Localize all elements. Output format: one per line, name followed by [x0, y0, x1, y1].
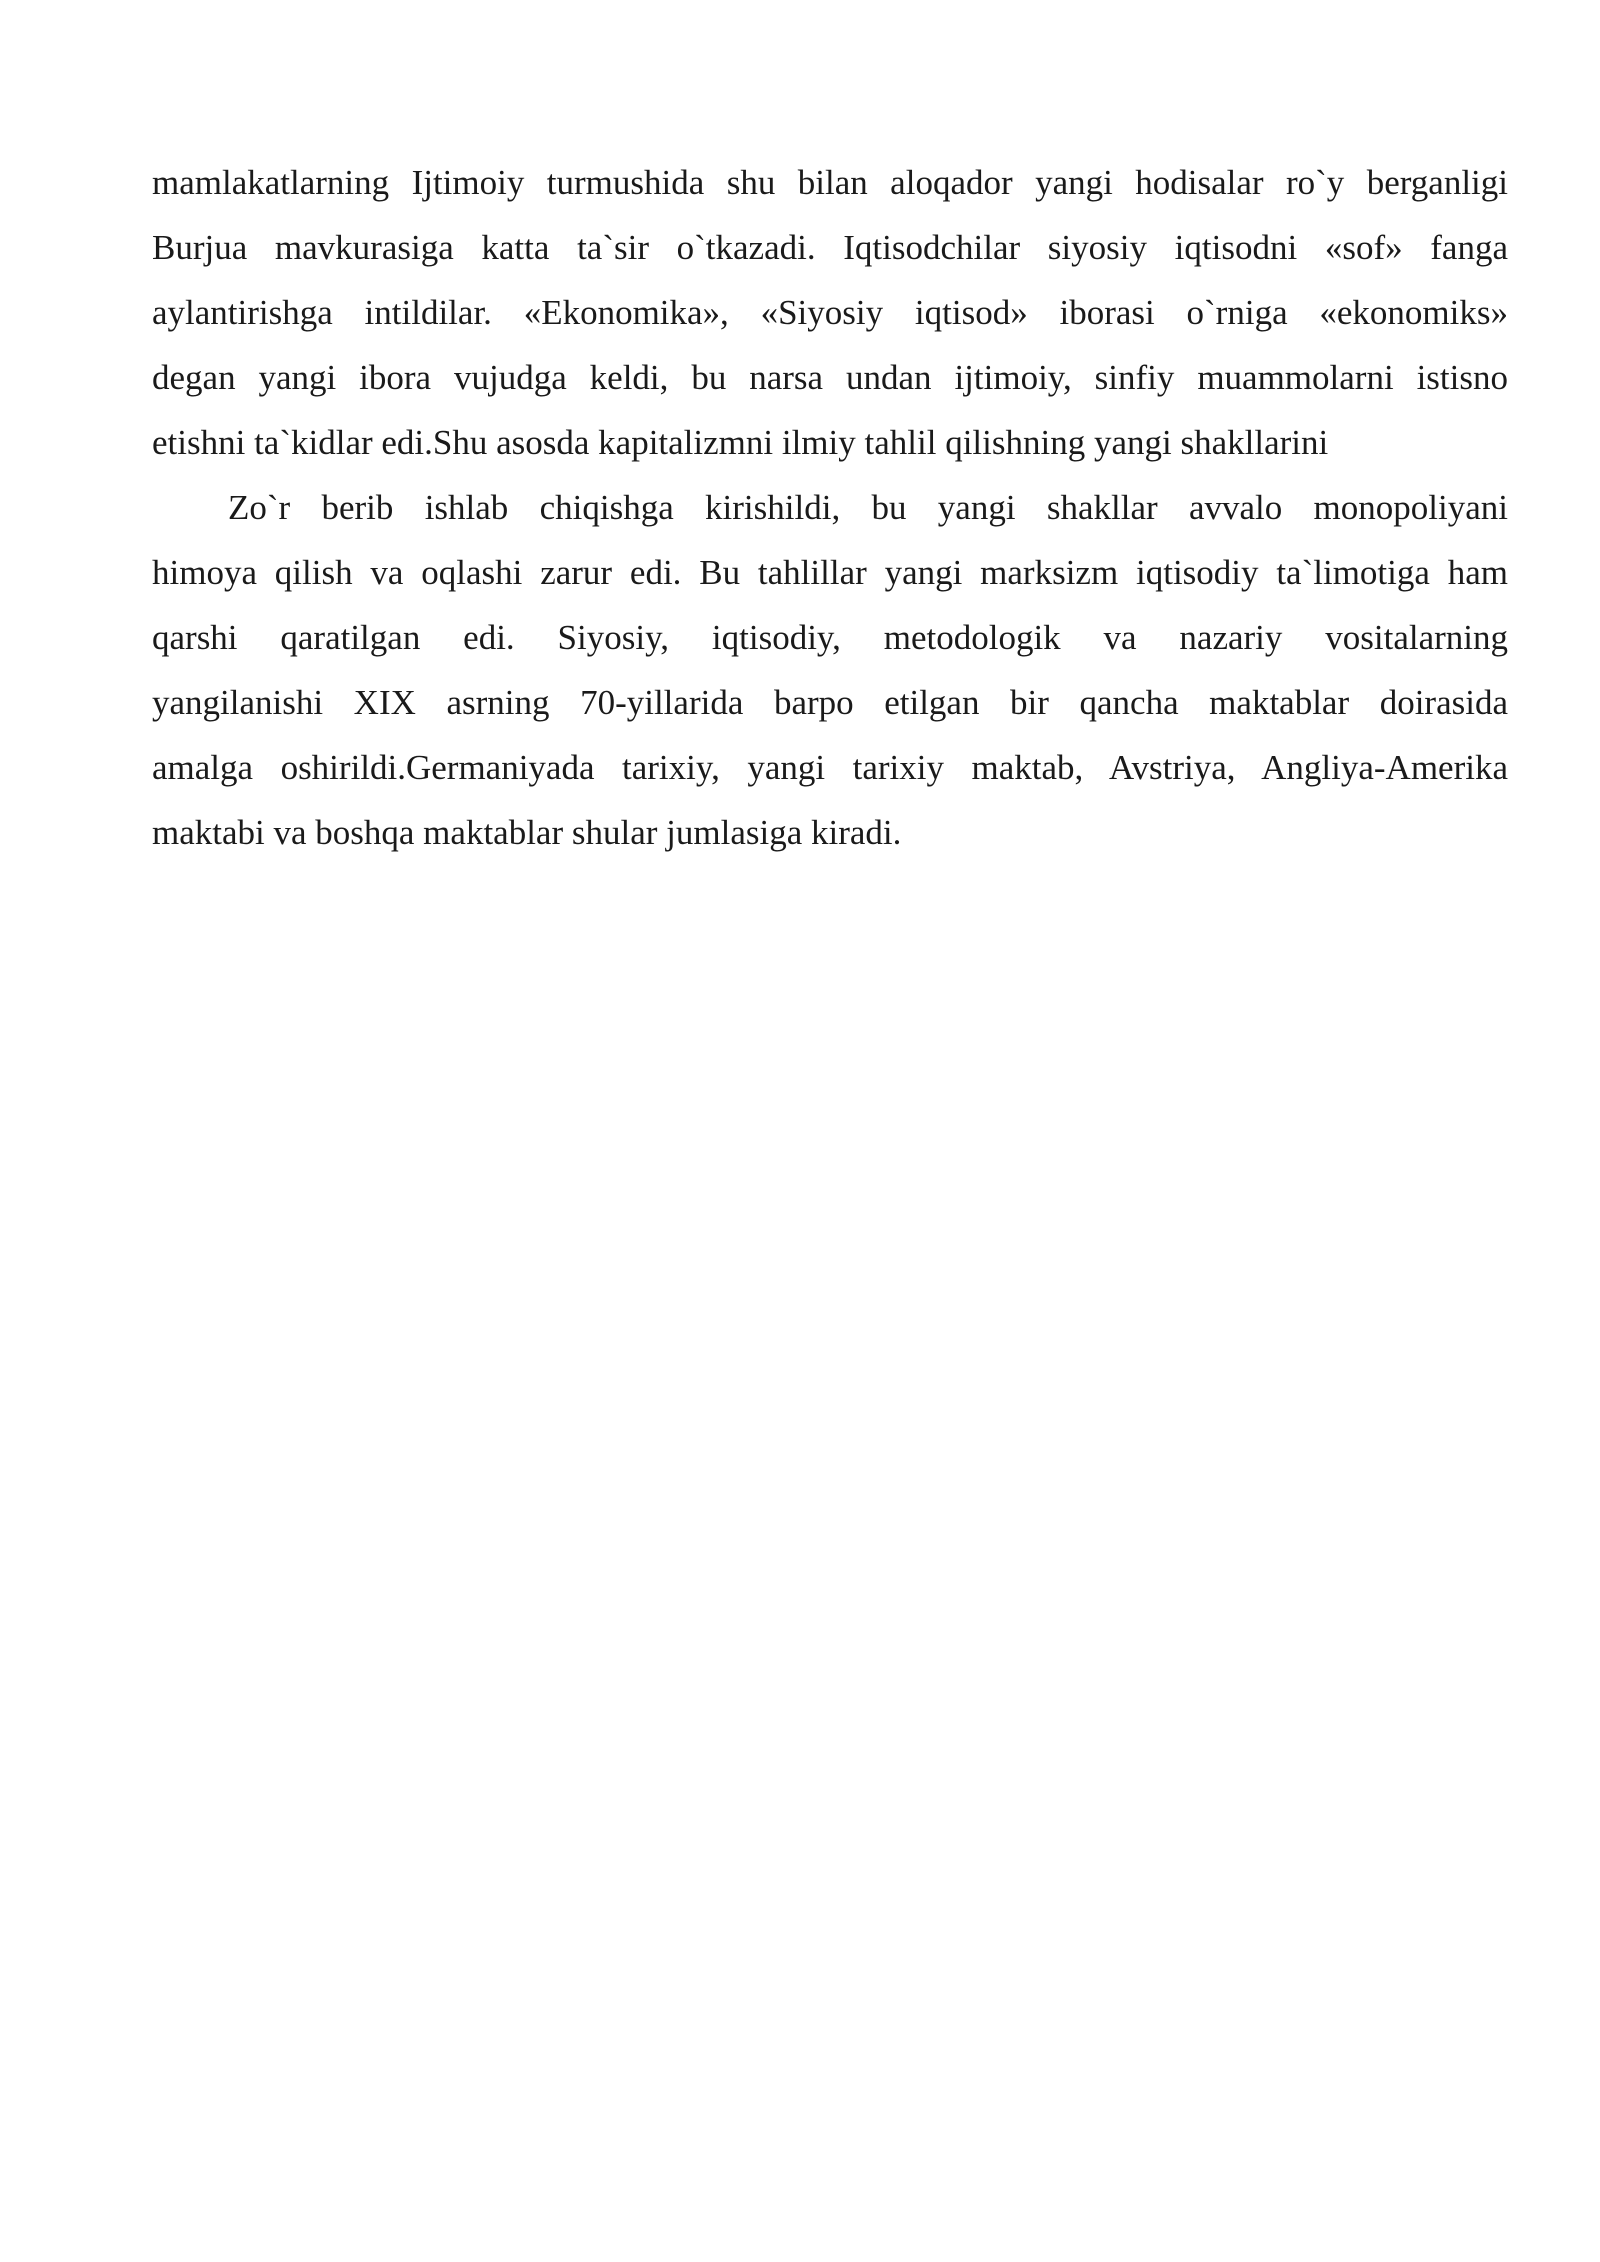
paragraph-2 [152, 475, 1508, 865]
text-line: Zo`r berib ishlab chiqishga kirishildi, bu yangi shakllar avvalo monopoliyani [228, 488, 1508, 527]
paragraph-1 [152, 150, 1508, 475]
text-line: himoya qilish va oqlashi zarur edi. Bu tahlillar yangi marksizm iqtisodiy ta`limotiga ham [152, 553, 1508, 592]
text-line: Burjua mavkurasiga katta ta`sir o`tkazadi. Iqtisodchilar siyosiy iqtisodni «sof» fanga [152, 228, 1508, 267]
document-body [152, 150, 1508, 865]
text-line: degan yangi ibora vujudga keldi, bu narsa undan ijtimoiy, sinfiy muammolarni istisno [152, 358, 1508, 397]
text-line: yangilanishi XIX asrning 70-yillarida barpo etilgan bir qancha maktablar doirasida [152, 683, 1508, 722]
text-line: mamlakatlarning Ijtimoiy turmushida shu bilan aloqador yangi hodisalar ro`y berganligi [152, 163, 1508, 202]
text-line: amalga oshirildi.Germaniyada tarixiy, yangi tarixiy maktab, Avstriya, Angliya-Amerika [152, 748, 1508, 787]
text-line: maktabi va boshqa maktablar shular jumlasiga kiradi. [152, 813, 902, 852]
text-line: qarshi qaratilgan edi. Siyosiy, iqtisodiy, metodologik va nazariy vositalarning [152, 618, 1508, 657]
text-line: aylantirishga intildilar. «Ekonomika», «Siyosiy iqtisod» iborasi o`rniga «ekonomiks» [152, 293, 1508, 332]
text-line: etishni ta`kidlar edi.Shu asosda kapitalizmni ilmiy tahlil qilishning yangi shakllarini [152, 423, 1329, 462]
